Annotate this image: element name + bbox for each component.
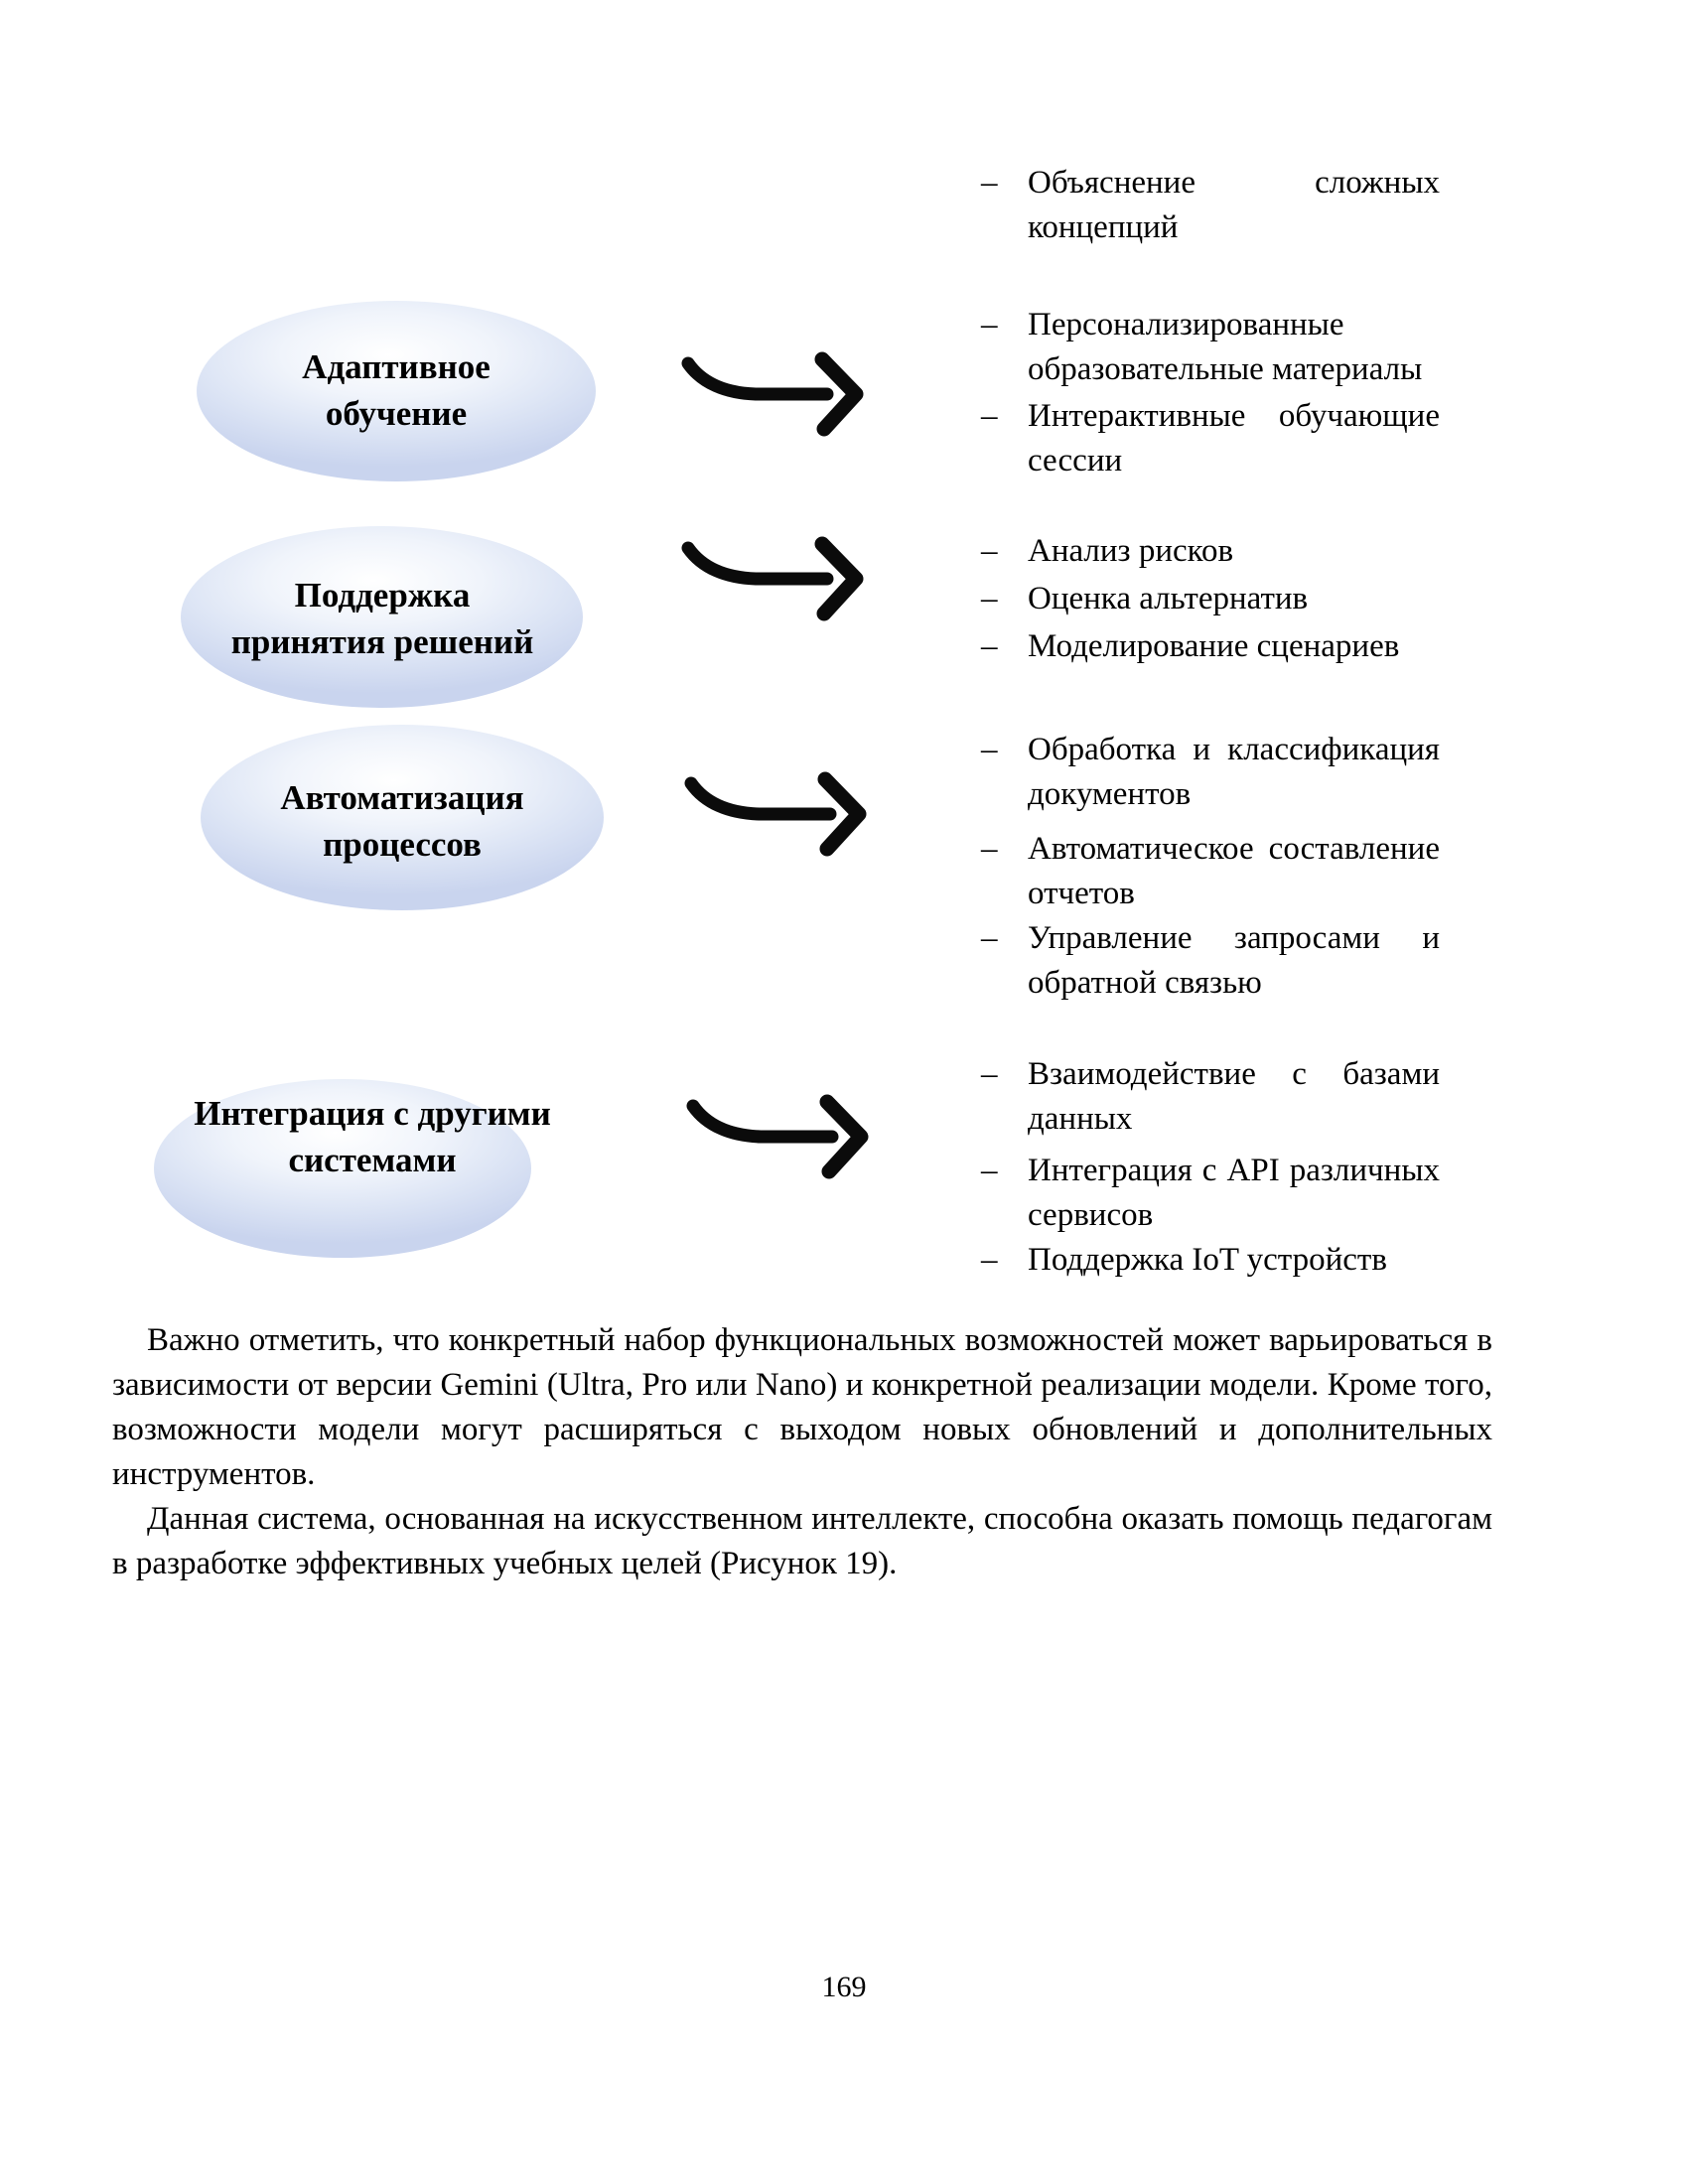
list-item <box>981 1052 1440 1142</box>
list-item-text: Объяснение сложных концепций <box>1028 165 1440 245</box>
ellipse-label-process-automation: Автоматизация процессов <box>280 778 524 864</box>
bullet-group-systems-integration <box>981 1052 1440 1283</box>
bullet-dash-icon: – <box>981 307 998 342</box>
list-item <box>981 827 1440 916</box>
arrow-right-icon <box>678 535 867 624</box>
list-item-text: Обработка и классификация документов <box>1028 732 1440 812</box>
bullet-dash-icon: – <box>981 920 998 956</box>
arrow-right-icon <box>678 350 867 440</box>
bullet-dash-icon: – <box>981 732 998 767</box>
bullet-dash-icon: – <box>981 1056 998 1092</box>
body-text <box>112 1318 1492 1586</box>
bullet-dash-icon: – <box>981 165 998 201</box>
paragraph-2: Данная система, основанная на искусственном интеллекте, способна оказать помощь педагогам в разработке эффективных учебных целей (Рисунок 19). <box>112 1501 1492 1581</box>
list-item-text: Анализ рисков <box>1028 533 1234 569</box>
list-item <box>981 1238 1440 1283</box>
bullet-dash-icon: – <box>981 398 998 434</box>
bullet-dash-icon: – <box>981 1242 998 1278</box>
list-item <box>981 1149 1440 1238</box>
bullet-group-adaptive-learning <box>981 161 1440 483</box>
paragraph-1: Важно отметить, что конкретный набор функциональных возможностей может варьироваться в зависимости от версии Gemini (Ultra, Pro или Nano) и конкретной реализации модели. Кроме того, возможности модели могут расширяться с выходом новых обновлений и дополнительных инструментов. <box>112 1322 1492 1492</box>
list-item-text: Персонализированные образовательные материалы <box>1028 307 1423 387</box>
list-item <box>981 577 1440 621</box>
list-item <box>981 624 1440 669</box>
ellipse-label-systems-integration: Интеграция с другими системами <box>194 1094 551 1179</box>
list-item-text: Управление запросами и обратной связью <box>1028 920 1440 1001</box>
bullet-group-decision-support <box>981 529 1440 669</box>
list-item <box>981 529 1440 574</box>
arrow-right-icon <box>681 770 870 860</box>
list-item-text: Интеграция с API различных сервисов <box>1028 1153 1440 1233</box>
list-item <box>981 728 1440 817</box>
bullet-dash-icon: – <box>981 831 998 867</box>
list-item <box>981 161 1440 250</box>
page-number: 169 <box>821 1971 867 2003</box>
list-item <box>981 916 1440 1006</box>
list-item-text: Моделирование сценариев <box>1028 628 1400 664</box>
bullet-dash-icon: – <box>981 581 998 616</box>
bullet-dash-icon: – <box>981 628 998 664</box>
bullet-dash-icon: – <box>981 533 998 569</box>
list-item-text: Оценка альтернатив <box>1028 581 1309 616</box>
bullet-dash-icon: – <box>981 1153 998 1188</box>
list-item-text: Автоматическое составление отчетов <box>1028 831 1440 911</box>
list-item <box>981 303 1440 392</box>
bullet-group-process-automation <box>981 728 1440 1006</box>
arrow-right-icon <box>683 1093 872 1182</box>
ellipse-label-decision-support: Поддержка принятия решений <box>230 576 534 661</box>
list-item-text: Интерактивные обучающие сессии <box>1028 398 1440 478</box>
ellipse-label-adaptive-learning: Адаптивное обучение <box>302 347 491 433</box>
list-item-text: Поддержка IoT устройств <box>1028 1242 1387 1278</box>
list-item <box>981 394 1440 483</box>
list-item-text: Взаимодействие с базами данных <box>1028 1056 1440 1137</box>
